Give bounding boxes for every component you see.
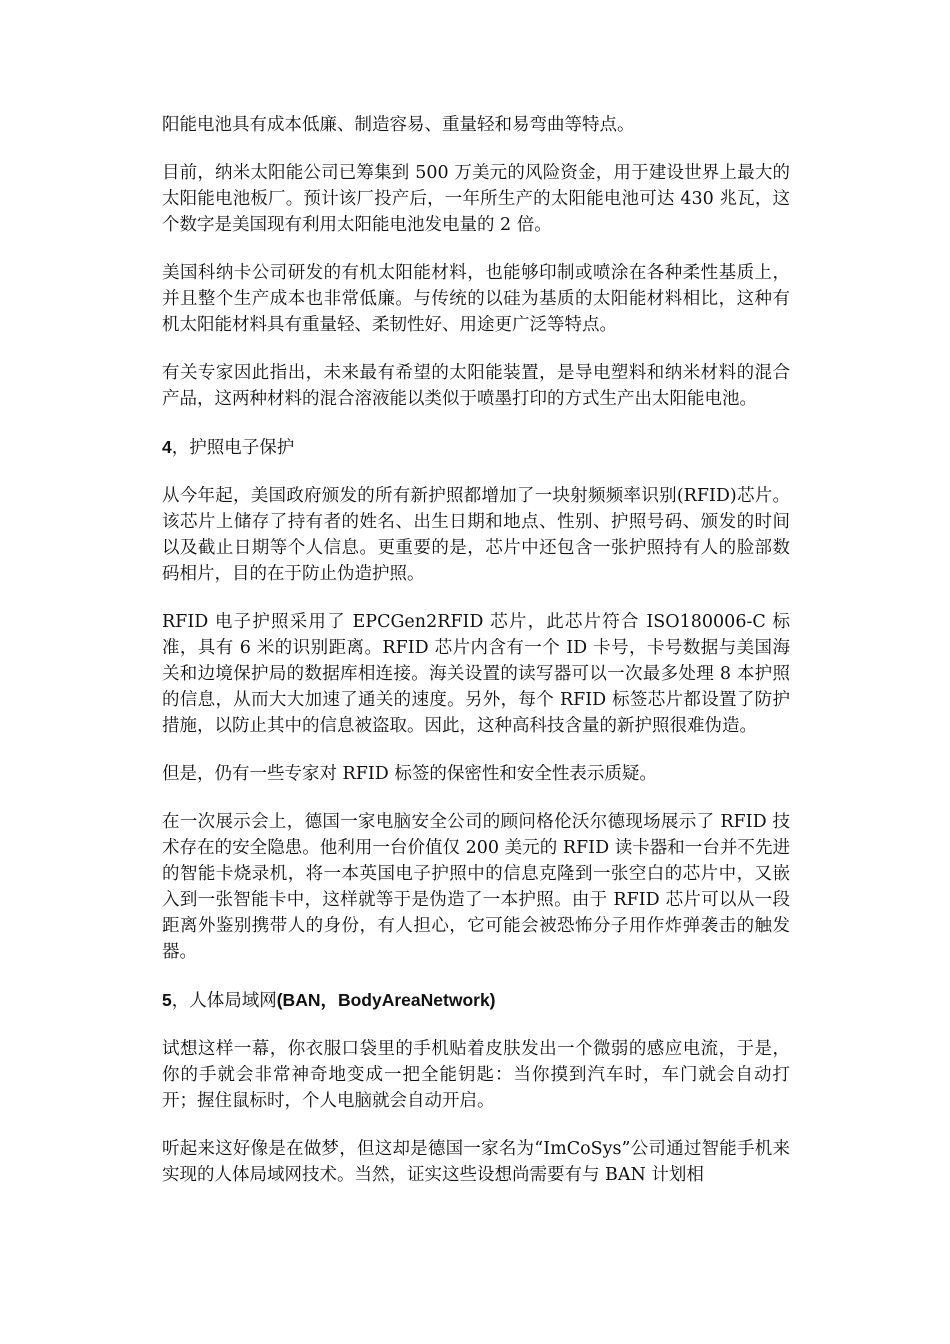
section-number: 4 [162, 437, 172, 457]
document-body [162, 112, 790, 1210]
section-title-bold: (BAN，BodyAreaNetwork) [276, 990, 496, 1010]
paragraph: 听起来这好像是在做梦，但这却是德国一家名为“ImCoSys”公司通过智能手机来实现的人体局域网技术。当然，证实这些设想尚需要有与 BAN 计划相 [162, 1139, 790, 1185]
paragraph: 在一次展示会上，德国一家电脑安全公司的顾问格伦沃尔德现场展示了 RFID 技术存在的安全隐患。他利用一台价值仅 200 美元的 RFID 读卡器和一台并不先进的智能卡烧录机，将一本英国电子护照中的信息克隆到一张空白的芯片中，又嵌入到一张智能卡中，这样就等于是伪造了一本护照。由于 RFID 芯片可以从一段距离外鉴别携带人的身份，有人担心，它可能会被恐怖分子用作炸弹袭击的触发器。 [162, 812, 790, 962]
paragraph: RFID 电子护照采用了 EPCGen2RFID 芯片，此芯片符合 ISO180006-C 标准，具有 6 米的识别距离。RFID 芯片内含有一个 ID 卡号，卡号数据与美国海关和边境保护局的数据库相连接。海关设置的读写器可以一次最多处理 8 本护照的信息，从而大大加速了通关的速度。另外，每个 RFID 标签芯片都设置了防护措施，以防止其中的信息被盗取。因此，这种高科技含量的新护照很难伪造。 [162, 612, 790, 736]
paragraph: 阳能电池具有成本低廉、制造容易、重量轻和易弯曲等特点。 [162, 115, 635, 135]
section-heading-5 [162, 987, 790, 1014]
section-number: 5 [162, 990, 172, 1010]
paragraph: 美国科纳卡公司研发的有机太阳能材料，也能够印制或喷涂在各种柔性基质上，并且整个生产成本也非常低廉。与传统的以硅为基质的太阳能材料相比，这种有机太阳能材料具有重量轻、柔韧性好、用途更广泛等特点。 [162, 263, 790, 335]
paragraph: 试想这样一幕，你衣服口袋里的手机贴着皮肤发出一个微弱的感应电流，于是，你的手就会非常神奇地变成一把全能钥匙：当你摸到汽车时，车门就会自动打开；握住鼠标时，个人电脑就会自动开启。 [162, 1039, 790, 1111]
paragraph: 有关专家因此指出，未来最有希望的太阳能装置，是导电塑料和纳米材料的混合产品，这两种材料的混合溶液能以类似于喷墨打印的方式生产出太阳能电池。 [162, 363, 790, 409]
paragraph: 但是，仍有一些专家对 RFID 标签的保密性和安全性表示质疑。 [162, 764, 657, 784]
section-title: ，护照电子保护 [171, 438, 295, 458]
paragraph: 从今年起，美国政府颁发的所有新护照都增加了一块射频频率识别(RFID)芯片。该芯片上储存了持有者的姓名、出生日期和地点、性别、护照号码、颁发的时间以及截止日期等个人信息。更重要的是，芯片中还包含一张护照持有人的脸部数码相片，目的在于防止伪造护照。 [162, 486, 790, 584]
paragraph: 目前，纳米太阳能公司已筹集到 500 万美元的风险资金，用于建设世界上最大的太阳能电池板厂。预计该厂投产后，一年所生产的太阳能电池可达 430 兆瓦，这个数字是美国现有利用太阳能电池发电量的 2 倍。 [162, 163, 790, 235]
section-heading-4 [162, 434, 790, 461]
section-title: ，人体局域网 [171, 991, 277, 1011]
